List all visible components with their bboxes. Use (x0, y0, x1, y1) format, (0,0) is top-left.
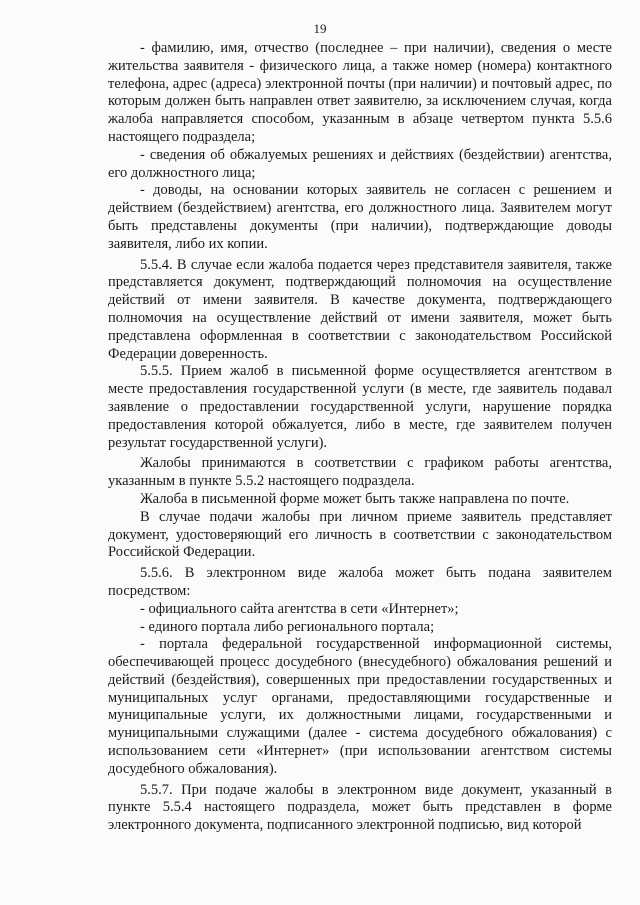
list-item-unified-portal: - единого портала либо регионального портала; (140, 618, 435, 635)
page-number: 19 (313, 21, 327, 36)
paragraph-schedule: Жалобы принимаются в соответствии с графиком работы агентства, указанным в пункте 5.5.2 настоящего подраздела. (108, 455, 612, 490)
paragraph-5-5-7: 5.5.7. При подаче жалобы в электронном виде документ, указанный в пункте 5.5.4 настоящего подраздела, может быть представлен в форме электронного документа, подписанного электронной подписью, вид которой (108, 781, 612, 834)
list-item-official-site: - официального сайта агентства в сети «Интернет»; (140, 600, 459, 617)
paragraph-applicant-info: - фамилию, имя, отчество (последнее – при наличии), сведения о месте жительства заявителя - физического лица, а также номер (номера) контактного телефона, адрес (адреса) электронной почты (при наличии) и почтовый адрес, по которым должен быть направлен ответ заявителю, за исключением случая, когда жалоба направляется способом, указанным в абзаце четвертом пункта 5.5.6 настоящего подраздела; (108, 40, 612, 145)
list-item-federal-system: - портала федеральной государственной информационной системы, обеспечивающей процесс досудебного (внесудебного) обжалования решений и действий (бездействия), совершенных при предоставлении государственных и муниципальных услуг органами, предоставляющими государственные и муниципальные услуги, их должностными лицами, государственными и муниципальными служащими (далее - система досудебного обжалования) с использованием сети «Интернет» (при использовании агентством системы досудебного обжалования). (108, 636, 612, 777)
paragraph-5-5-5: 5.5.5. Прием жалоб в письменной форме осуществляется агентством в месте предоставления государственной услуги (в месте, где заявитель подавал заявление о предоставлении государственной услуги, нарушение порядка предоставления которой обжалуется, либо в месте, где заявителем получен результат государственной услуги). (108, 363, 612, 451)
document-body (108, 40, 612, 835)
paragraph-personal-reception: В случае подачи жалобы при личном приеме заявитель представляет документ, удостоверяющий его личность в соответствии с законодательством Российской Федерации. (108, 508, 612, 561)
paragraph-5-5-4: 5.5.4. В случае если жалоба подается через представителя заявителя, также представляется документ, подтверждающий полномочия на осуществление действий от имени заявителя. В качестве документа, подтверждающего полномочия на осуществление действий от имени заявителя, может быть представлена оформленная в соответствии с законодательством Российской Федерации доверенность. (108, 256, 612, 362)
paragraph-appealed-decisions: - сведения об обжалуемых решениях и действиях (бездействии) агентства, его должностного лица; (108, 146, 612, 181)
paragraph-arguments: - доводы, на основании которых заявитель не согласен с решением и действием (бездействием) агентства, его должностного лица. Заявителем могут быть представлены документы (при наличии), подтверждающие доводы заявителя, либо их копии. (108, 182, 612, 252)
paragraph-postal: Жалоба в письменной форме может быть также направлена по почте. (140, 490, 570, 507)
paragraph-5-5-6: 5.5.6. В электронном виде жалоба может быть подана заявителем посредством: (108, 565, 612, 599)
